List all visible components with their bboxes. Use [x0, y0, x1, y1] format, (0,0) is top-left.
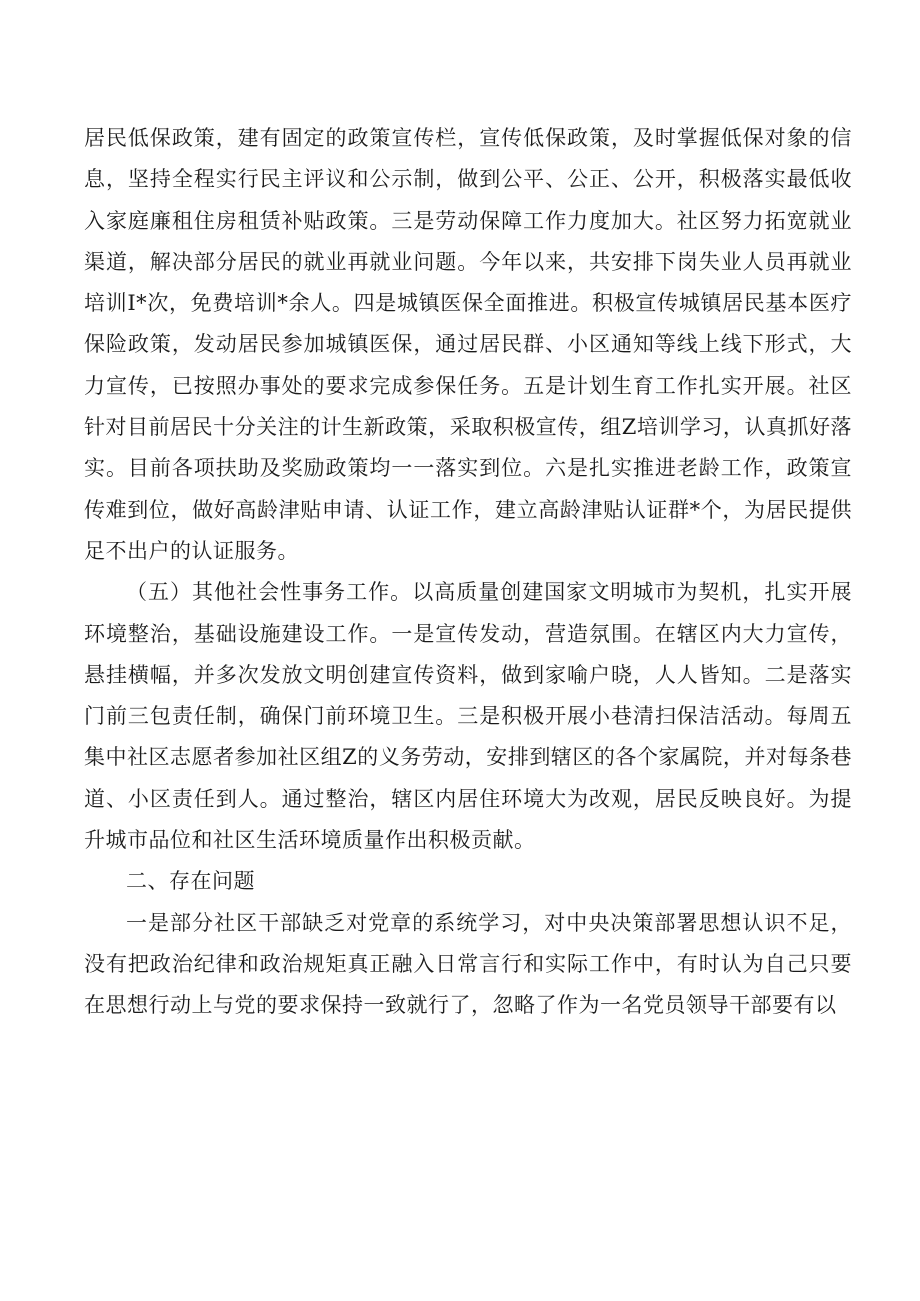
- document-body: [84, 118, 852, 1027]
- section-heading-problems: 二、存在问题: [126, 869, 255, 894]
- paragraph-other-affairs: （五）其他社会性事务工作。以高质量创建国家文明城市为契机，扎实开展环境整治，基础设施建设工作。一是宣传发动，营造氛围。在辖区内大力宣传，悬挂横幅，并多次发放文明创建宣传资料，做到家喻户晓，人人皆知。二是落实门前三包责任制，确保门前环境卫生。三是积极开展小巷清扫保洁活动。每周五集中社区志愿者参加社区组Z的义务劳动，安排到辖区的各个家属院，并对每条巷道、小区责任到人。通过整治，辖区内居住环境大为改观，居民反映良好。为提升城市品位和社区生活环境质量作出积极贡献。: [84, 580, 852, 853]
- paragraph-problems: 一是部分社区干部缺乏对党章的系统学习，对中央决策部署思想认识不足，没有把政治纪律和政治规矩真正融入日常言行和实际工作中，有时认为自己只要在思想行动上与党的要求保持一致就行了，忽略了作为一名党员领导干部要有以: [84, 910, 852, 1018]
- paragraph-continued: 居民低保政策，建有固定的政策宣传栏，宣传低保政策，及时掌握低保对象的信息，坚持全程实行民主评议和公示制，做到公平、公正、公开，积极落实最低收入家庭廉租住房租赁补贴政策。三是劳动保障工作力度加大。社区努力拓宽就业渠道，解决部分居民的就业再就业问题。今年以来，共安排下岗失业人员再就业培训I*次，免费培训*余人。四是城镇医保全面推进。积极宣传城镇居民基本医疗保险政策，发动居民参加城镇医保，通过居民群、小区通知等线上线下形式，大力宣传，已按照办事处的要求完成参保任务。五是计划生育工作扎实开展。社区针对目前居民十分关注的计生新政策，采取积极宣传，组Z培训学习，认真抓好落实。目前各项扶助及奖励政策均一一落实到位。六是扎实推进老龄工作，政策宣传难到位，做好高龄津贴申请、认证工作，建立高龄津贴认证群*个，为居民提供足不出户的认证服务。: [84, 126, 852, 563]
